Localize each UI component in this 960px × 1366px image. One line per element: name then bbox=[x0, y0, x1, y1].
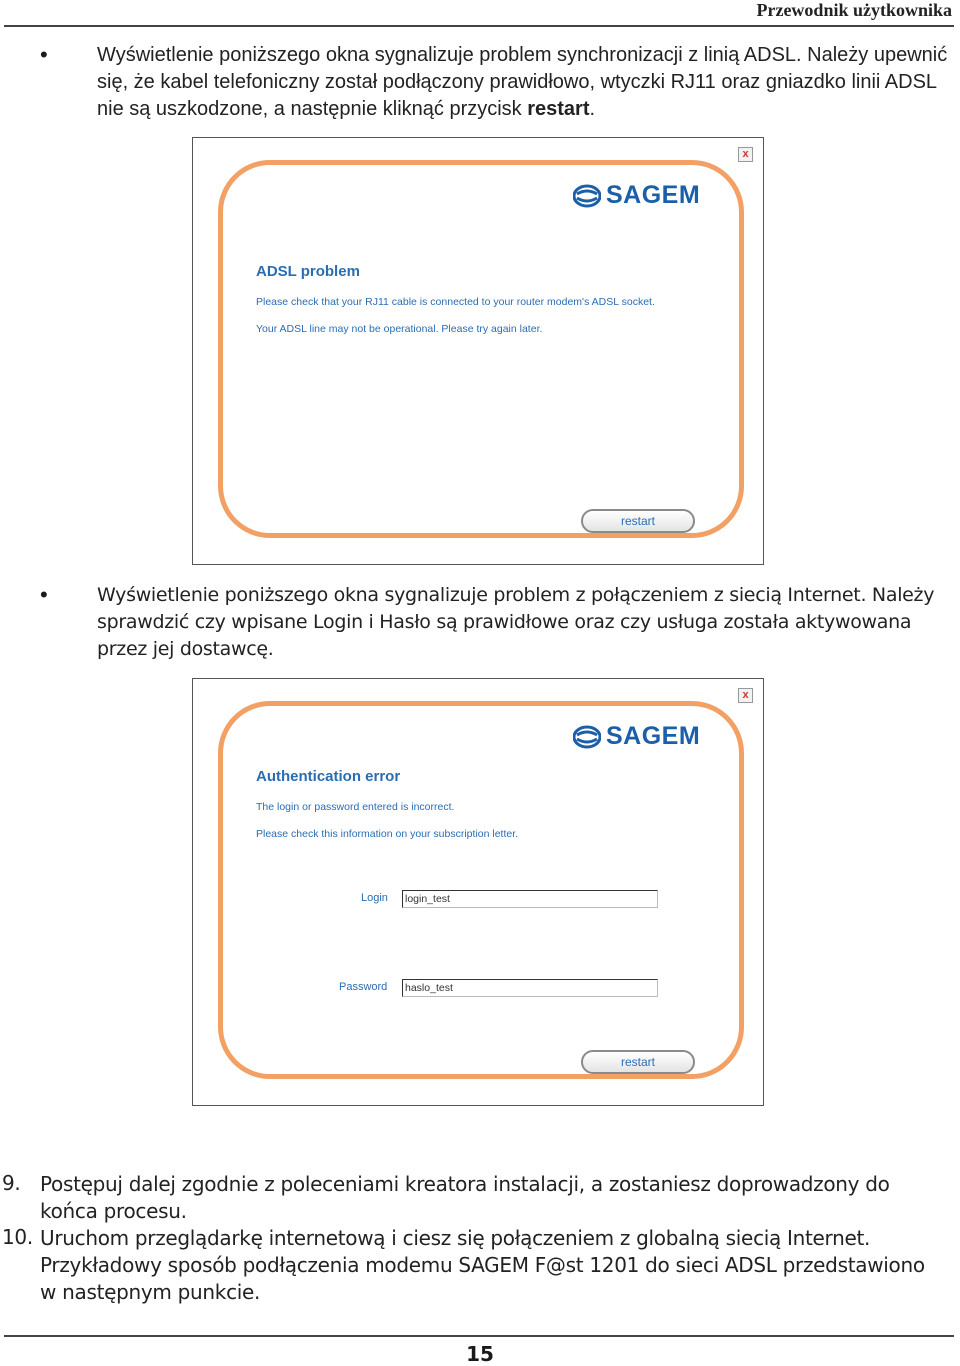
bullet-icon: • bbox=[40, 582, 48, 607]
footer-divider bbox=[4, 1335, 954, 1337]
sagem-logo-text: SAGEM bbox=[606, 722, 701, 750]
bullet-icon: • bbox=[40, 42, 48, 67]
restart-button[interactable]: restart bbox=[581, 509, 695, 533]
sagem-logo bbox=[573, 181, 700, 210]
step-number: 9. bbox=[2, 1171, 21, 1195]
dialog-message-2: Your ADSL line may not be operational. Please try again later. bbox=[256, 323, 543, 335]
dialog-message-2: Please check this information on your subscription letter. bbox=[256, 828, 519, 840]
step-number: 10. bbox=[2, 1225, 33, 1249]
login-field[interactable]: login_test bbox=[402, 890, 658, 908]
step-text: Uruchom przeglądarkę internetową i ciesz się połączeniem z globalną siecią Internet. Przykładowy sposób podłączenia modemu SAGEM F@st 1201 do sieci ADSL przedstawiono w następnym punkcie. bbox=[40, 1226, 925, 1304]
sagem-logo-text: SAGEM bbox=[606, 181, 701, 209]
section1-text: Wyświetlenie poniższego okna sygnalizuje problem synchronizacji z linią ADSL. Należy upewnić się, że kabel telefoniczny został podłączony prawidłowo, wtyczki RJ11 oraz gniazdko linii ADSL nie są uszkodzone, a następnie kliknąć przycisk bbox=[97, 44, 948, 120]
header-divider bbox=[4, 25, 954, 27]
step-text: Postępuj dalej zgodnie z poleceniami kreatora instalacji, a zostaniesz doprowadzony do końca procesu. bbox=[40, 1172, 890, 1223]
close-icon[interactable]: x bbox=[738, 688, 753, 703]
restart-button[interactable]: restart bbox=[581, 1050, 695, 1074]
dialog-message-1: The login or password entered is incorrect. bbox=[256, 801, 455, 813]
adsl-problem-dialog bbox=[192, 137, 764, 565]
dialog-title: ADSL problem bbox=[256, 263, 360, 280]
login-label: Login bbox=[361, 892, 388, 904]
dialog-title: Authentication error bbox=[256, 768, 401, 785]
sagem-logo-icon bbox=[573, 725, 601, 749]
close-icon[interactable]: x bbox=[738, 147, 753, 162]
dialog-panel bbox=[218, 160, 744, 538]
password-label: Password bbox=[339, 981, 388, 993]
page-header-title: Przewodnik użytkownika bbox=[756, 0, 952, 20]
section1-paragraph bbox=[97, 42, 957, 123]
section2-paragraph: Wyświetlenie poniższego okna sygnalizuje problem z połączeniem z siecią Internet. Należy sprawdzić czy wpisane Login i Hasło są prawidłowe oraz czy usługa została aktywowana przez jej dostawcę. bbox=[97, 584, 935, 660]
sagem-logo bbox=[573, 722, 700, 751]
dialog-message-1: Please check that your RJ11 cable is connected to your router modem's ADSL socket. bbox=[256, 296, 655, 308]
section1-restart-word: restart bbox=[527, 98, 590, 120]
page-number: 15 bbox=[466, 1342, 494, 1366]
dialog-panel bbox=[218, 701, 744, 1079]
password-field[interactable]: haslo_test bbox=[402, 979, 658, 997]
authentication-error-dialog bbox=[192, 678, 764, 1106]
section1-period: . bbox=[589, 98, 596, 120]
sagem-logo-icon bbox=[573, 184, 601, 208]
